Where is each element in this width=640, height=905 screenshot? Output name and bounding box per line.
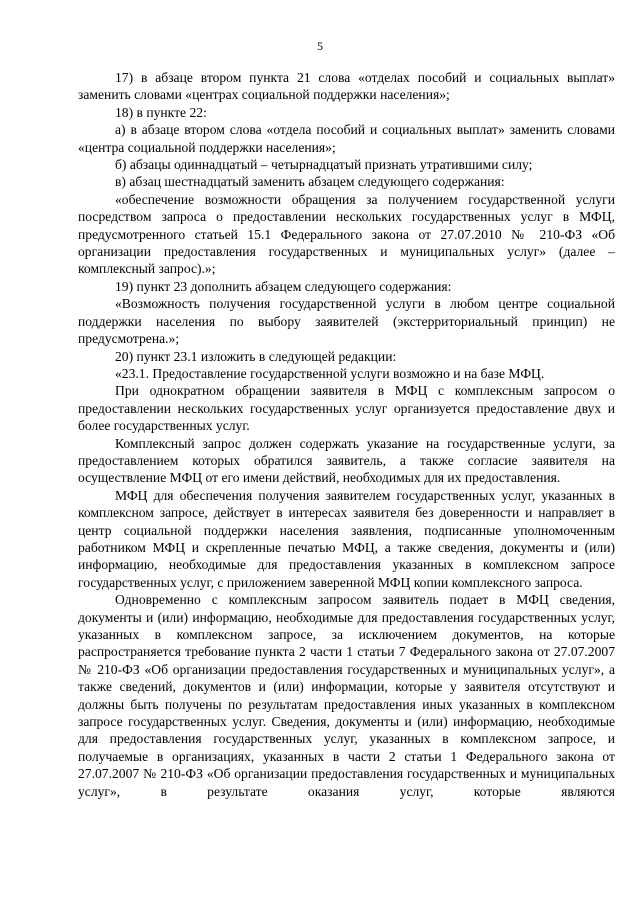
paragraph-18v-quote: «обеспечение возможности обращения за получением государственной услуги посредством запроса о предоставлении нескольких государственных услуг в МФЦ, предусмотренного статьей 15.1 Федерального закона от 27.07.2010 № 210-ФЗ «Об организации предоставления государственных и муниципальных услуг» (далее – комплексный запрос).»; — [78, 191, 615, 277]
paragraph-17: 17) в абзаце втором пункта 21 слова «отделах пособий и социальных выплат» заменить словами «центрах социальной поддержки населения»; — [78, 70, 615, 103]
paragraph-20: 20) пункт 23.1 изложить в следующей редакции: — [115, 348, 397, 364]
paragraph-19-quote: «Возможность получения государственной услуги в любом центре социальной поддержки населения по выбору заявителей (экстерриториальный принцип) не предусмотрена.»; — [78, 296, 615, 347]
paragraph-23-1: «23.1. Предоставление государственной услуги возможно и на базе МФЦ. — [115, 365, 545, 381]
paragraph-mfc-duties: МФЦ для обеспечения получения заявителем государственных услуг, указанных в комплексном запросе, действует в интересах заявителя без доверенности и направляет в центр социальной поддержки населения заявления, подписанные уполномоченным работником МФЦ и скрепленные печатью МФЦ, а также сведения, документы и (или) информацию, необходимые для предоставления указанных в комплексном запросе государственных услуг, с приложением заверенной МФЦ копии комплексного запроса. — [78, 487, 615, 590]
paragraph-complex-request: Комплексный запрос должен содержать указание на государственные услуги, за предоставлением которых обратился заявитель, а также согласие заявителя на осуществление МФЦ от его имени действий, необходимых для их предоставления. — [78, 435, 615, 486]
document-body — [78, 69, 615, 800]
paragraph-18a: а) в абзаце втором слова «отдела пособий и социальных выплат» заменить словами «центра социальной поддержки населения»; — [78, 122, 615, 155]
paragraph-19: 19) пункт 23 дополнить абзацем следующего содержания: — [115, 278, 452, 294]
paragraph-18v: в) абзац шестнадцатый заменить абзацем следующего содержания: — [115, 174, 505, 190]
paragraph-documents: Одновременно с комплексным запросом заявитель подает в МФЦ сведения, документы и (или) информацию, необходимые для предоставления государственных услуг, указанных в комплексном запросе, за исключением документов, на которые распространяется требование пункта 2 части 1 статьи 7 Федерального закона от 27.07.2007 № 210-ФЗ «Об организации предоставления государственных и муниципальных услуг», а также сведений, документов и (или) информации, которые у заявителя отсутствуют и должны быть получены по результатам предоставления иных указанных в комплексном запросе государственных услуг. Сведения, документы и (или) информацию, необходимые для предоставления государственных услуг, указанных в комплексном запросе, и получаемые в организациях, указанных в части 2 статьи 1 Федерального закона от 27.07.2007 № 210-ФЗ «Об организации предоставления государственных и муниципальных услуг», в результате оказания услуг, которые являются — [78, 592, 615, 799]
paragraph-single-request: При однократном обращении заявителя в МФЦ с комплексным запросом о предоставлении нескольких государственных услуг организуется предоставление двух и более государственных услуг. — [78, 383, 615, 434]
page-number: 5 — [317, 39, 323, 53]
paragraph-18b: б) абзацы одиннадцатый – четырнадцатый признать утратившими силу; — [115, 157, 533, 173]
paragraph-18: 18) в пункте 22: — [115, 104, 207, 120]
